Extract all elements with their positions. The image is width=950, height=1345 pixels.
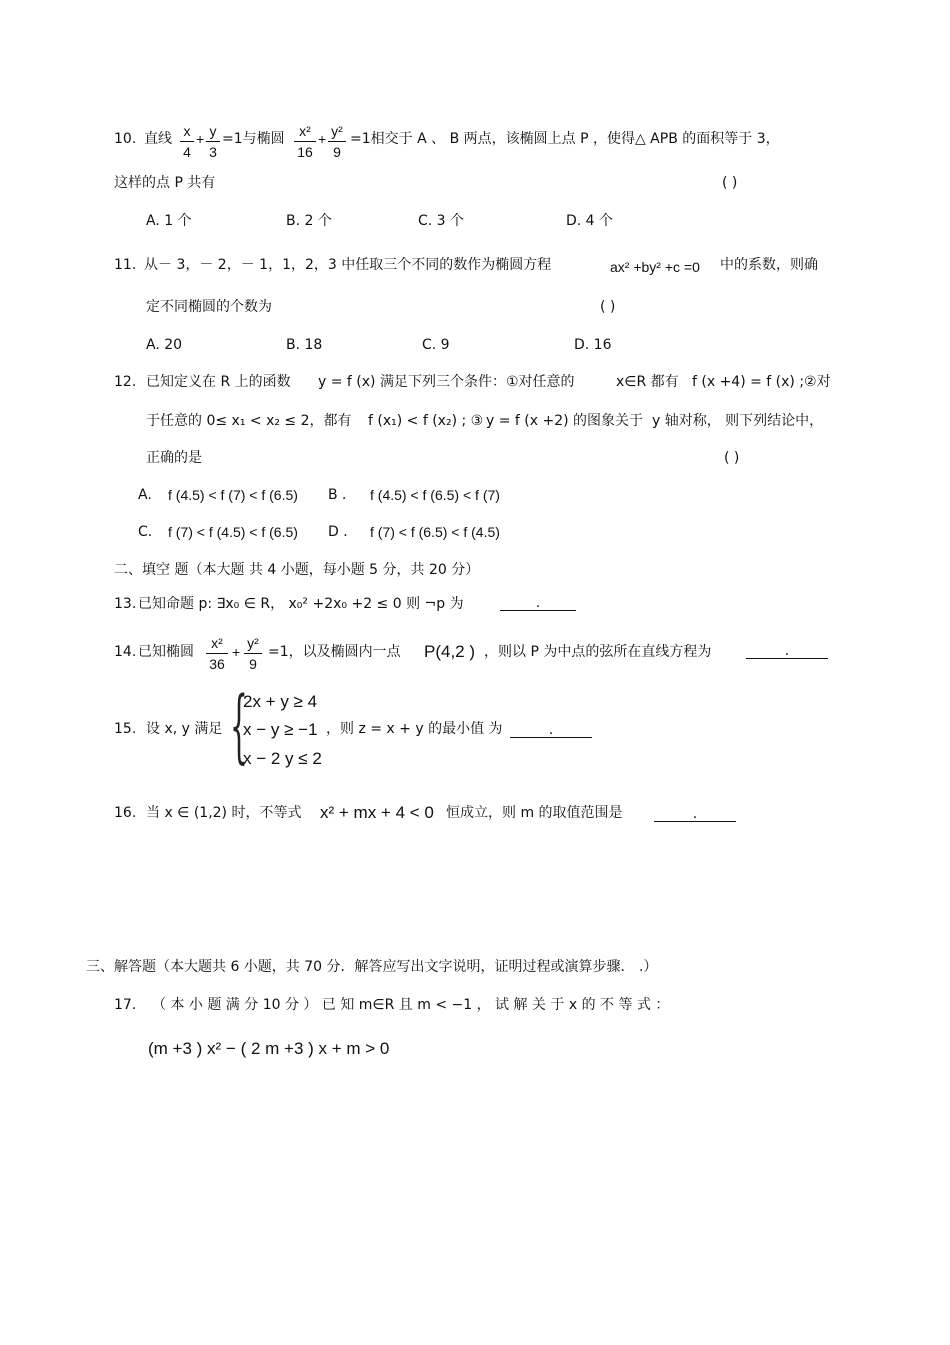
q14-number: 14. xyxy=(114,644,137,660)
q12-line1c: x∈R 都有 xyxy=(616,374,679,390)
q10-fraction-y2-9: y² 9 xyxy=(328,122,346,161)
q11-line2: 定不同椭圆的个数为 xyxy=(146,299,272,315)
q11-option-d: D. 16 xyxy=(574,337,612,353)
q10-label: 直线 xyxy=(144,131,172,147)
q12-number: 12. xyxy=(114,374,137,390)
q12-line3: 正确的是 xyxy=(146,450,202,466)
q15-constraint-1: 2x + y ≥ 4 xyxy=(243,692,318,711)
section-3-heading: 三、解答题（本大题共 6 小题，共 70 分．解答应写出文字说明，证明过程或演算步骤． .） xyxy=(86,959,658,975)
q12-line2a: 于任意的 0≤ x₁ < x₂ ≤ 2，都有 xyxy=(146,413,352,429)
q10-number: 10. xyxy=(114,131,137,147)
q12-option-a: f (4.5) < f (7) < f (6.5) xyxy=(168,487,298,503)
q15-rest: ，则 z = x + y 的最小值 为 xyxy=(326,721,503,737)
q17-text: （ 本 小 题 满 分 10 分 ） 已 知 m∈R 且 m < −1 ， 试 解 关 于 x 的 不 等 式 ： xyxy=(152,997,670,1013)
q13-answer-blank[interactable]: . xyxy=(500,596,576,611)
q14-fraction-x2-36: x² 36 xyxy=(206,634,228,673)
q14-rest2: ，则以 P 为中点的弦所在直线方程为 xyxy=(484,644,712,660)
q11-text2: 中的系数，则确 xyxy=(720,257,818,273)
q10-option-b: B. 2 个 xyxy=(286,213,332,229)
q10-answer-bracket: ( ) xyxy=(722,175,738,191)
q10-fraction-y-3: y 3 xyxy=(206,122,220,161)
q10-line2: 这样的点 P 共有 xyxy=(114,175,216,191)
q14-point: P(4,2 ) xyxy=(424,642,476,661)
q12-option-d: f (7) < f (6.5) < f (4.5) xyxy=(370,524,500,540)
q11-answer-bracket: ( ) xyxy=(600,299,616,315)
q10-eq-1: =1与椭圆 xyxy=(222,131,285,147)
q17-number: 17. xyxy=(114,997,137,1013)
section-2-heading: 二、填空 题（本大题 共 4 小题，每小题 5 分，共 20 分） xyxy=(114,562,480,578)
q16-number: 16. xyxy=(114,805,137,821)
q12-line1a: 已知定义在 R 上的函数 xyxy=(146,374,291,390)
q12-line1d: f (x +4) = f (x) ;②对 xyxy=(692,374,831,390)
q11-option-c: C. 9 xyxy=(422,337,450,353)
q12-line2d: y 轴对称， 则下列结论中， xyxy=(652,413,824,429)
q16-inequality: x² + mx + 4 < 0 xyxy=(320,803,434,822)
q10-option-d: D. 4 个 xyxy=(566,213,614,229)
q12-option-b-label: B ． xyxy=(328,487,357,503)
q11-number: 11. xyxy=(114,257,137,273)
q11-equation: ax² +by² +c =0 xyxy=(610,259,700,275)
q15-constraint-2: x − y ≥ −1 xyxy=(243,720,318,739)
q14-label: 已知椭圆 xyxy=(138,644,194,660)
q12-line2b: f (x₁) < f (x₂) ; ③ xyxy=(368,413,484,429)
q11-option-a: A. 20 xyxy=(146,337,183,353)
q15-constraint-3: x − 2 y ≤ 2 xyxy=(243,749,322,768)
q12-option-b: f (4.5) < f (6.5) < f (7) xyxy=(370,487,500,503)
q10-plus-2: + xyxy=(318,131,327,147)
q12-answer-bracket: ( ) xyxy=(724,450,740,466)
q15-left-brace: { xyxy=(230,679,248,772)
q16-rest: 恒成立，则 m 的取值范围是 xyxy=(446,805,623,821)
q16-text: 当 x ∈ (1,2) 时，不等式 xyxy=(146,805,302,821)
q14-rest: =1，以及椭圆内一点 xyxy=(268,644,401,660)
q12-option-c-label: C. xyxy=(138,524,153,540)
q14-plus: + xyxy=(232,644,241,660)
q10-plus-1: + xyxy=(196,131,205,147)
q15-label: 设 x, y 满足 xyxy=(146,721,223,737)
q16-answer-blank[interactable]: . xyxy=(654,807,736,822)
q11-option-b: B. 18 xyxy=(286,337,323,353)
q12-line2c: y = f (x +2) 的图象关于 xyxy=(486,413,644,429)
q14-answer-blank[interactable]: . xyxy=(746,644,828,659)
q10-option-a: A. 1 个 xyxy=(146,213,192,229)
q11-text: 从－ 3，－ 2，－ 1，1，2，3 中任取三个不同的数作为椭圆方程 xyxy=(144,257,552,273)
q12-option-a-label: A. xyxy=(138,487,152,503)
q14-fraction-y2-9: y² 9 xyxy=(244,634,262,673)
q10-fraction-x-4: x 4 xyxy=(180,122,194,161)
q15-answer-blank[interactable]: . xyxy=(510,723,592,738)
q17-expression: (m +3 ) x² − ( 2 m +3 ) x + m > 0 xyxy=(148,1039,390,1058)
q12-option-c: f (7) < f (4.5) < f (6.5) xyxy=(168,524,298,540)
q13-text: 已知命题 p: ∃x₀ ∈ R， x₀² +2x₀ +2 ≤ 0 则 ¬p 为 xyxy=(138,596,464,612)
q13-number: 13. xyxy=(114,596,137,612)
q12-option-d-label: D ． xyxy=(328,524,358,540)
q10-fraction-x2-16: x² 16 xyxy=(294,122,316,161)
q10-option-c: C. 3 个 xyxy=(418,213,465,229)
q10-rest: =1相交于 A 、 B 两点，该椭圆上点 P ，使得△ APB 的面积等于 3， xyxy=(350,131,780,147)
q15-number: 15. xyxy=(114,721,137,737)
q12-line1b: y = f (x) 满足下列三个条件：①对任意的 xyxy=(318,374,575,390)
